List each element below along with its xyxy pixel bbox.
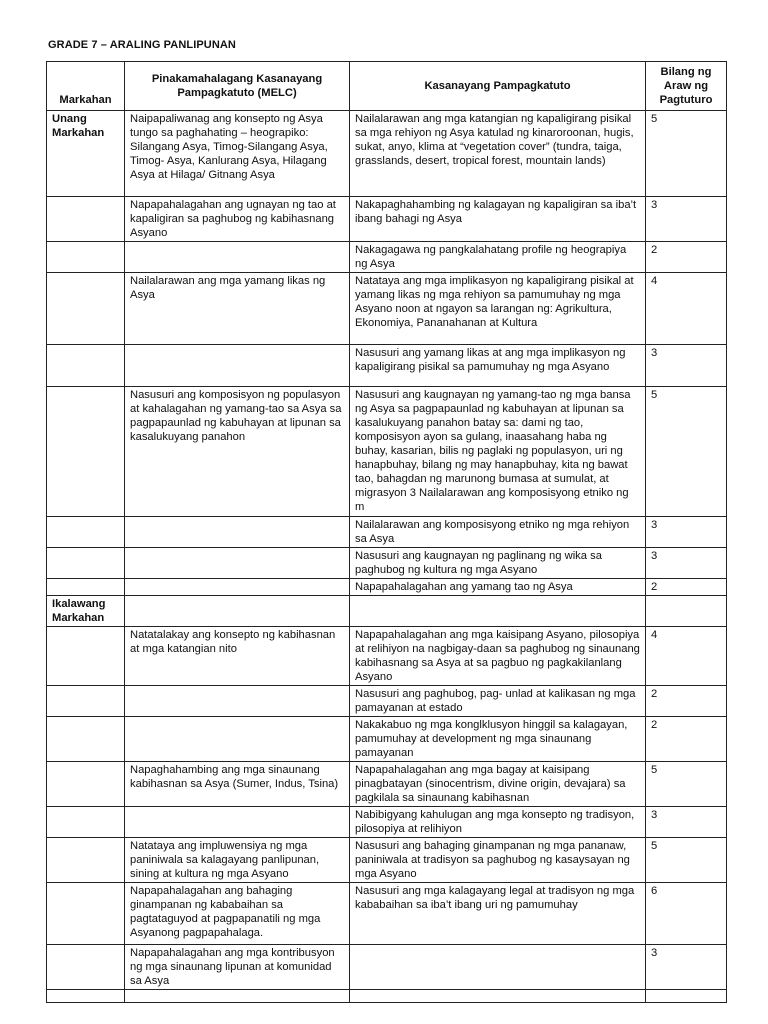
table-row [47, 807, 727, 838]
quarter-cell: Unang Markahan [47, 111, 125, 197]
header-kasanayan: Kasanayang Pampagkatuto [350, 62, 646, 111]
melc-cell: Napapahalagahan ang mga kontribusyon ng mga sinaunang lipunan at komunidad sa Asya [125, 945, 350, 990]
days-cell: 3 [646, 345, 727, 387]
quarter-cell [47, 548, 125, 579]
quarter-cell [47, 627, 125, 686]
skill-cell [350, 990, 646, 1003]
table-row [47, 945, 727, 990]
skill-cell: Nakapaghahambing ng kalagayan ng kapaligiran sa iba’t ibang bahagi ng Asya [350, 197, 646, 242]
skill-cell: Nakakabuo ng mga konglklusyon hinggil sa kalagayan, pamumuhay at development ng mga sinaunang pamayanan [350, 717, 646, 762]
skill-cell: Nasusuri ang kaugnayan ng yamang-tao ng mga bansa ng Asya sa pagpapaunlad ng kabuhayan at lipunan sa kasalukuyang panahon batay sa: dami ng tao, komposisyon ayon sa gulang, inaasahang haba ng buhay, kasarian, bilis ng paglaki ng populasyon, uri ng hanapbuhay, bilang ng may hanapbuhay, kita ng bawat tao, bahagdan ng marunong bumasa at sumulat, at migrasyon 3 Nailalarawan ang komposisyong etniko ng m [350, 387, 646, 517]
days-cell: 3 [646, 197, 727, 242]
quarter-cell [47, 517, 125, 548]
quarter-cell [47, 990, 125, 1003]
quarter-cell [47, 242, 125, 273]
table-row [47, 717, 727, 762]
skill-cell: Nasusuri ang kaugnayan ng paglinang ng wika sa paghubog ng kultura ng mga Asyano [350, 548, 646, 579]
skill-cell: Nailalarawan ang mga katangian ng kapaligirang pisikal sa mga rehiyon ng Asya katulad ng kinaroroonan, hugis, sukat, anyo, klima at “vegetation cover” (tundra, taiga, grasslands, desert, tropical forest, mountain lands) [350, 111, 646, 197]
table-row [47, 883, 727, 945]
melc-cell: Nailalarawan ang mga yamang likas ng Asya [125, 273, 350, 345]
melc-cell [125, 596, 350, 627]
skill-cell [350, 596, 646, 627]
skill-cell: Nailalarawan ang komposisyong etniko ng mga rehiyon sa Asya [350, 517, 646, 548]
table-row [47, 242, 727, 273]
days-cell: 3 [646, 807, 727, 838]
table-row [47, 197, 727, 242]
days-cell: 3 [646, 548, 727, 579]
days-cell: 2 [646, 242, 727, 273]
melc-cell [125, 517, 350, 548]
table-header-row [47, 62, 727, 111]
quarter-cell [47, 273, 125, 345]
days-cell: 3 [646, 517, 727, 548]
melc-cell [125, 990, 350, 1003]
header-bilang: Bilang ng Araw ng Pagtuturo [646, 62, 727, 111]
quarter-cell [47, 686, 125, 717]
days-cell: 5 [646, 838, 727, 883]
days-cell: 5 [646, 387, 727, 517]
days-cell: 5 [646, 111, 727, 197]
melc-cell [125, 807, 350, 838]
skill-cell: Nasusuri ang mga kalagayang legal at tradisyon ng mga kababaihan sa iba’t ibang uri ng pamumuhay [350, 883, 646, 945]
melc-cell: Napapahalagahan ang ugnayan ng tao at kapaligiran sa paghubog ng kabihasnang Asyano [125, 197, 350, 242]
skill-cell: Natataya ang mga implikasyon ng kapaligirang pisikal at yamang likas ng mga rehiyon sa pamumuhay ng mga Asyano noon at ngayon sa larangan ng: Agrikultura, Ekonomiya, Pananahanan at Kultura [350, 273, 646, 345]
table-row [47, 579, 727, 596]
table-row [47, 548, 727, 579]
melc-cell [125, 548, 350, 579]
skill-cell: Nasusuri ang bahaging ginampanan ng mga pananaw, paniniwala at tradisyon sa paghubog ng kasaysayan ng mga Asyano [350, 838, 646, 883]
quarter-cell [47, 387, 125, 517]
melc-cell [125, 579, 350, 596]
days-cell: 3 [646, 945, 727, 990]
table-row [47, 627, 727, 686]
header-markahan: Markahan [47, 62, 125, 111]
days-cell: 4 [646, 627, 727, 686]
melc-cell: Nasusuri ang komposisyon ng populasyon at kahalagahan ng yamang-tao sa Asya sa pagpapaunlad ng kabuhayan at lipunan sa kasalukuyang panahon [125, 387, 350, 517]
document-title: GRADE 7 – ARALING PANLIPUNAN [48, 39, 236, 51]
quarter-cell [47, 807, 125, 838]
table-row [47, 686, 727, 717]
melc-cell: Napaghahambing ang mga sinaunang kabihasnan sa Asya (Sumer, Indus, Tsina) [125, 762, 350, 807]
quarter-cell: Ikalawang Markahan [47, 596, 125, 627]
quarter-cell [47, 345, 125, 387]
quarter-cell [47, 945, 125, 990]
table-row [47, 111, 727, 197]
melc-table [46, 61, 727, 1003]
quarter-cell [47, 717, 125, 762]
table-row [47, 387, 727, 517]
melc-cell: Napapahalagahan ang bahaging ginampanan ng kababaihan sa pagtataguyod at pagpapanatili ng mga Asyanong pagpapahalaga. [125, 883, 350, 945]
skill-cell: Napapahalagahan ang yamang tao ng Asya [350, 579, 646, 596]
skill-cell: Napapahalagahan ang mga kaisipang Asyano, pilosopiya at relihiyon na nagbigay-daan sa paghubog ng sinaunang kabihasnang sa Asya at sa pagbuo ng pagkakilanlang Asyano [350, 627, 646, 686]
skill-cell: Nabibigyang kahulugan ang mga konsepto ng tradisyon, pilosopiya at relihiyon [350, 807, 646, 838]
days-cell: 2 [646, 717, 727, 762]
quarter-cell [47, 579, 125, 596]
days-cell [646, 596, 727, 627]
table-row [47, 596, 727, 627]
quarter-cell [47, 838, 125, 883]
days-cell: 5 [646, 762, 727, 807]
quarter-cell [47, 197, 125, 242]
skill-cell [350, 945, 646, 990]
quarter-cell [47, 762, 125, 807]
skill-cell: Nakagagawa ng pangkalahatang profile ng heograpiya ng Asya [350, 242, 646, 273]
skill-cell: Napapahalagahan ang mga bagay at kaisipang pinagbatayan (sinocentrism, divine origin, devajara) sa pagkilala sa sinaunang kabihasnan [350, 762, 646, 807]
table-row [47, 273, 727, 345]
skill-cell: Nasusuri ang yamang likas at ang mga implikasyon ng kapaligirang pisikal sa pamumuhay ng mga Asyano [350, 345, 646, 387]
melc-cell [125, 686, 350, 717]
days-cell [646, 990, 727, 1003]
melc-cell: Natatalakay ang konsepto ng kabihasnan at mga katangian nito [125, 627, 350, 686]
days-cell: 2 [646, 686, 727, 717]
days-cell: 4 [646, 273, 727, 345]
table-row [47, 990, 727, 1003]
melc-cell [125, 345, 350, 387]
melc-cell: Natataya ang impluwensiya ng mga paniniwala sa kalagayang panlipunan, sining at kultura ng mga Asyano [125, 838, 350, 883]
table-row [47, 838, 727, 883]
melc-cell [125, 242, 350, 273]
table-row [47, 762, 727, 807]
days-cell: 6 [646, 883, 727, 945]
table-row [47, 517, 727, 548]
header-melc: Pinakamahalagang Kasanayang Pampagkatuto (MELC) [125, 62, 350, 111]
quarter-cell [47, 883, 125, 945]
table-row [47, 345, 727, 387]
melc-cell [125, 717, 350, 762]
skill-cell: Nasusuri ang paghubog, pag- unlad at kalikasan ng mga pamayanan at estado [350, 686, 646, 717]
melc-cell: Naipapaliwanag ang konsepto ng Asya tungo sa paghahating – heograpiko: Silangang Asya, Timog-Silangang Asya, Timog- Asya, Kanlurang Asya, Hilagang Asya at Hilaga/ Gitnang Asya [125, 111, 350, 197]
days-cell: 2 [646, 579, 727, 596]
